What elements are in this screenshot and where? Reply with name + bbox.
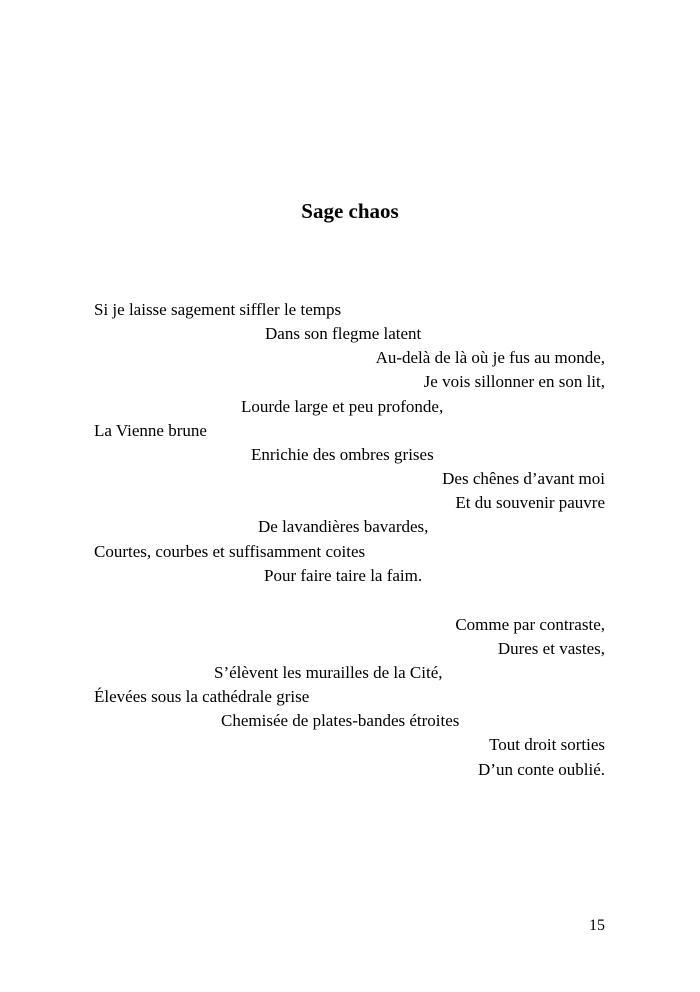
poem-line: Dans son flegme latent [265, 324, 422, 343]
poem-line: Et du souvenir pauvre [455, 493, 605, 512]
poem-line: Lourde large et peu profonde, [241, 397, 444, 416]
page-number: 15 [589, 917, 605, 934]
poem-line: Des chênes d’avant moi [442, 469, 605, 488]
poem-line: Si je laisse sagement siffler le temps [94, 300, 342, 319]
poem-line: S’élèvent les murailles de la Cité, [214, 663, 443, 682]
poem-line: Au-delà de là où je fus au monde, [375, 348, 605, 367]
poem-line: D’un conte oublié. [478, 760, 605, 779]
poem-line: Chemisée de plates-bandes étroites [221, 711, 460, 730]
poem-title: Sage chaos [301, 199, 399, 223]
poem-line: La Vienne brune [94, 421, 207, 440]
poem-line: Tout droit sorties [489, 735, 605, 754]
poem-line: Courtes, courbes et suffisamment coites [94, 542, 366, 561]
poem-line: Élevées sous la cathédrale grise [94, 687, 310, 706]
poem-line: Je vois sillonner en son lit, [423, 372, 605, 391]
poem-line: Pour faire taire la faim. [264, 566, 423, 585]
poem-line: Dures et vastes, [497, 639, 605, 658]
poem-line: Comme par contraste, [455, 615, 605, 634]
poem-line: De lavandières bavardes, [258, 517, 429, 536]
poem-line: Enrichie des ombres grises [251, 445, 434, 464]
